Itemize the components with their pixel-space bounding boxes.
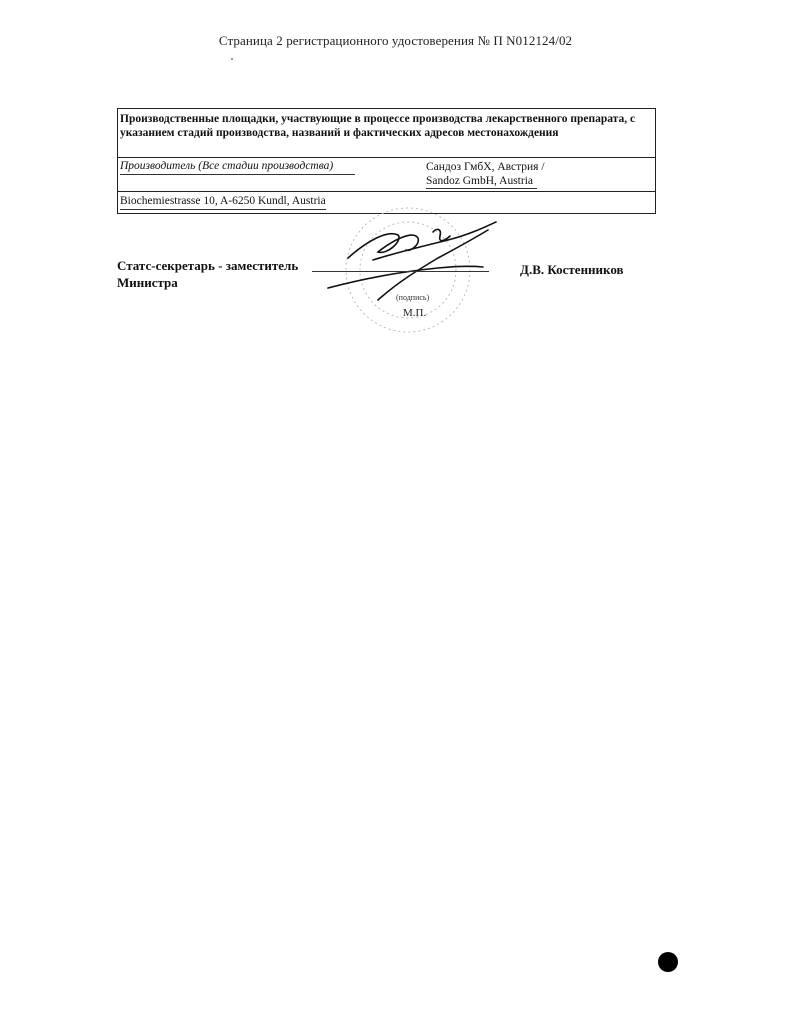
table-divider	[118, 157, 655, 158]
handwritten-signature	[328, 222, 496, 300]
table-divider	[118, 191, 655, 192]
manufacturer-name-ru: Сандоз ГмбХ, Австрия /	[426, 161, 545, 173]
signer-title	[117, 257, 347, 291]
manufacturer-name	[426, 160, 646, 189]
signer-title-line: Статс-секретарь - заместитель	[117, 258, 299, 273]
signer-name: Д.В. Костенников	[520, 262, 624, 277]
scan-speck	[231, 58, 233, 60]
manufacturer-address: Biochemiestrasse 10, A-6250 Kundl, Austria	[120, 194, 326, 210]
page-header: Страница 2 регистрационного удостоверения № П N012124/02	[218, 33, 573, 48]
signature-and-stamp	[318, 200, 508, 350]
manufacturer-name-en: Sandoz GmbH, Austria	[426, 174, 537, 189]
signer-title-line: Министра	[117, 275, 178, 290]
production-sites-table	[117, 108, 656, 214]
table-heading: Производственные площадки, участвующие в процессе производства лекарственного препарата, с указанием стадий производства, названий и фактических адресов местонахождения	[120, 113, 636, 139]
page-marker-dot	[658, 952, 678, 972]
signature-caption: (подпись)	[396, 293, 430, 302]
signature-line	[312, 271, 489, 272]
seal-caption: М.П.	[403, 307, 427, 319]
manufacturer-label: Производитель (Все стадии производства)	[120, 159, 355, 175]
